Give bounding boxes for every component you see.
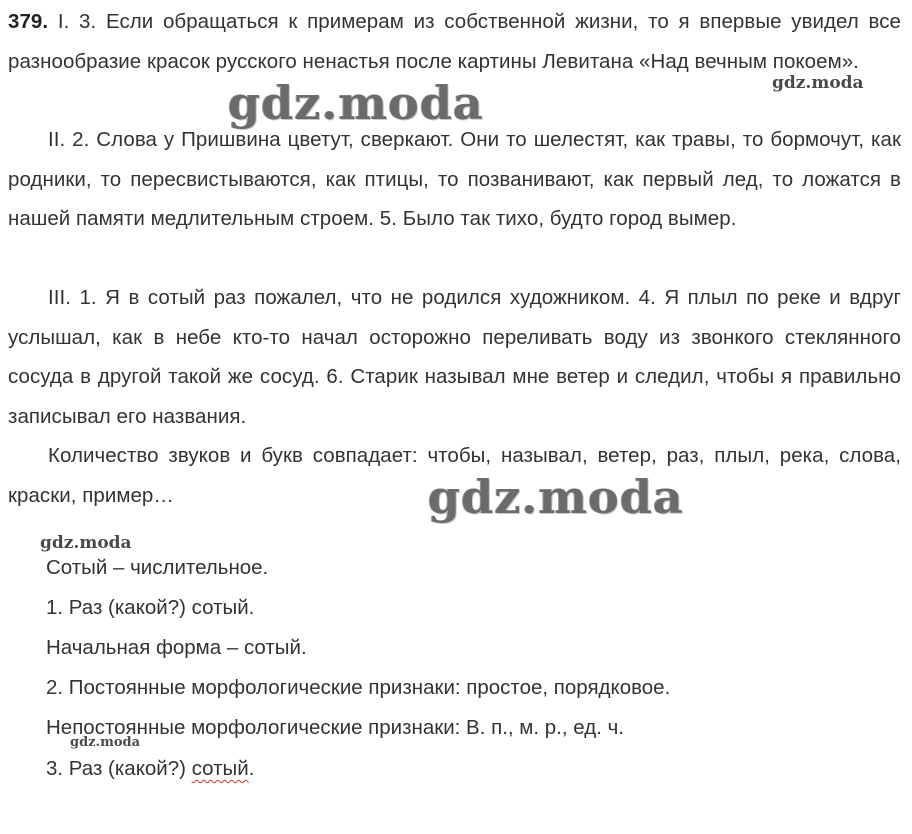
watermark-small-top-right: gdz.moda	[772, 73, 864, 93]
analysis-line-6-text: 3. Раз (какой?)	[46, 757, 192, 780]
analysis-line-4: 2. Постоянные морфологические признаки: простое, порядковое.	[46, 676, 671, 699]
paragraph-intro-text: I. 3. Если обращаться к примерам из собственной жизни, то я впервые увидел все разнообразие красок русского ненастья после картины Левитана «Над вечным покоем».	[8, 10, 901, 73]
analysis-line-2: 1. Раз (какой?) сотый.	[46, 596, 255, 619]
underlined-word: сотый	[191, 757, 249, 780]
analysis-line-6-end: .	[248, 757, 255, 780]
exercise-number: 379.	[8, 10, 49, 33]
paragraph-part-3: III. 1. Я в сотый раз пожалел, что не родился художником. 4. Я плыл по реке и вдруг услышал, как в небе кто-то начал осторожно переливать воду из звонкого стеклянного сосуда в другой такой же сосуд. 6. Старик называл мне ветер и следил, чтобы я правильно записывал его названия.	[8, 286, 901, 428]
paragraph-part-2: II. 2. Слова у Пришвина цветут, сверкают. Они то шелестят, как травы, то бормочут, как родники, то пересвистываются, как птицы, то позванивают, как первый лед, то ложатся в нашей памяти медлительным строем. 5. Было так тихо, будто город вымер.	[8, 128, 901, 230]
watermark-tiny-bottom: gdz.moda	[70, 735, 141, 750]
watermark-large-top: gdz.moda	[228, 76, 484, 130]
analysis-line-6	[46, 756, 254, 782]
watermark-large-middle: gdz.moda	[428, 470, 684, 524]
analysis-line-1: Сотый – числительное.	[46, 556, 269, 579]
watermark-small-left: gdz.moda	[40, 533, 132, 553]
analysis-line-3: Начальная форма – сотый.	[46, 636, 307, 659]
paragraph-sounds-letters: Количество звуков и букв совпадает: чтобы, называл, ветер, раз, плыл, река, слова, краски, пример…	[8, 444, 901, 507]
paragraph-intro	[8, 2, 901, 81]
analysis-line-5: Непостоянные морфологические признаки: В. п., м. р., ед. ч.	[46, 716, 624, 739]
